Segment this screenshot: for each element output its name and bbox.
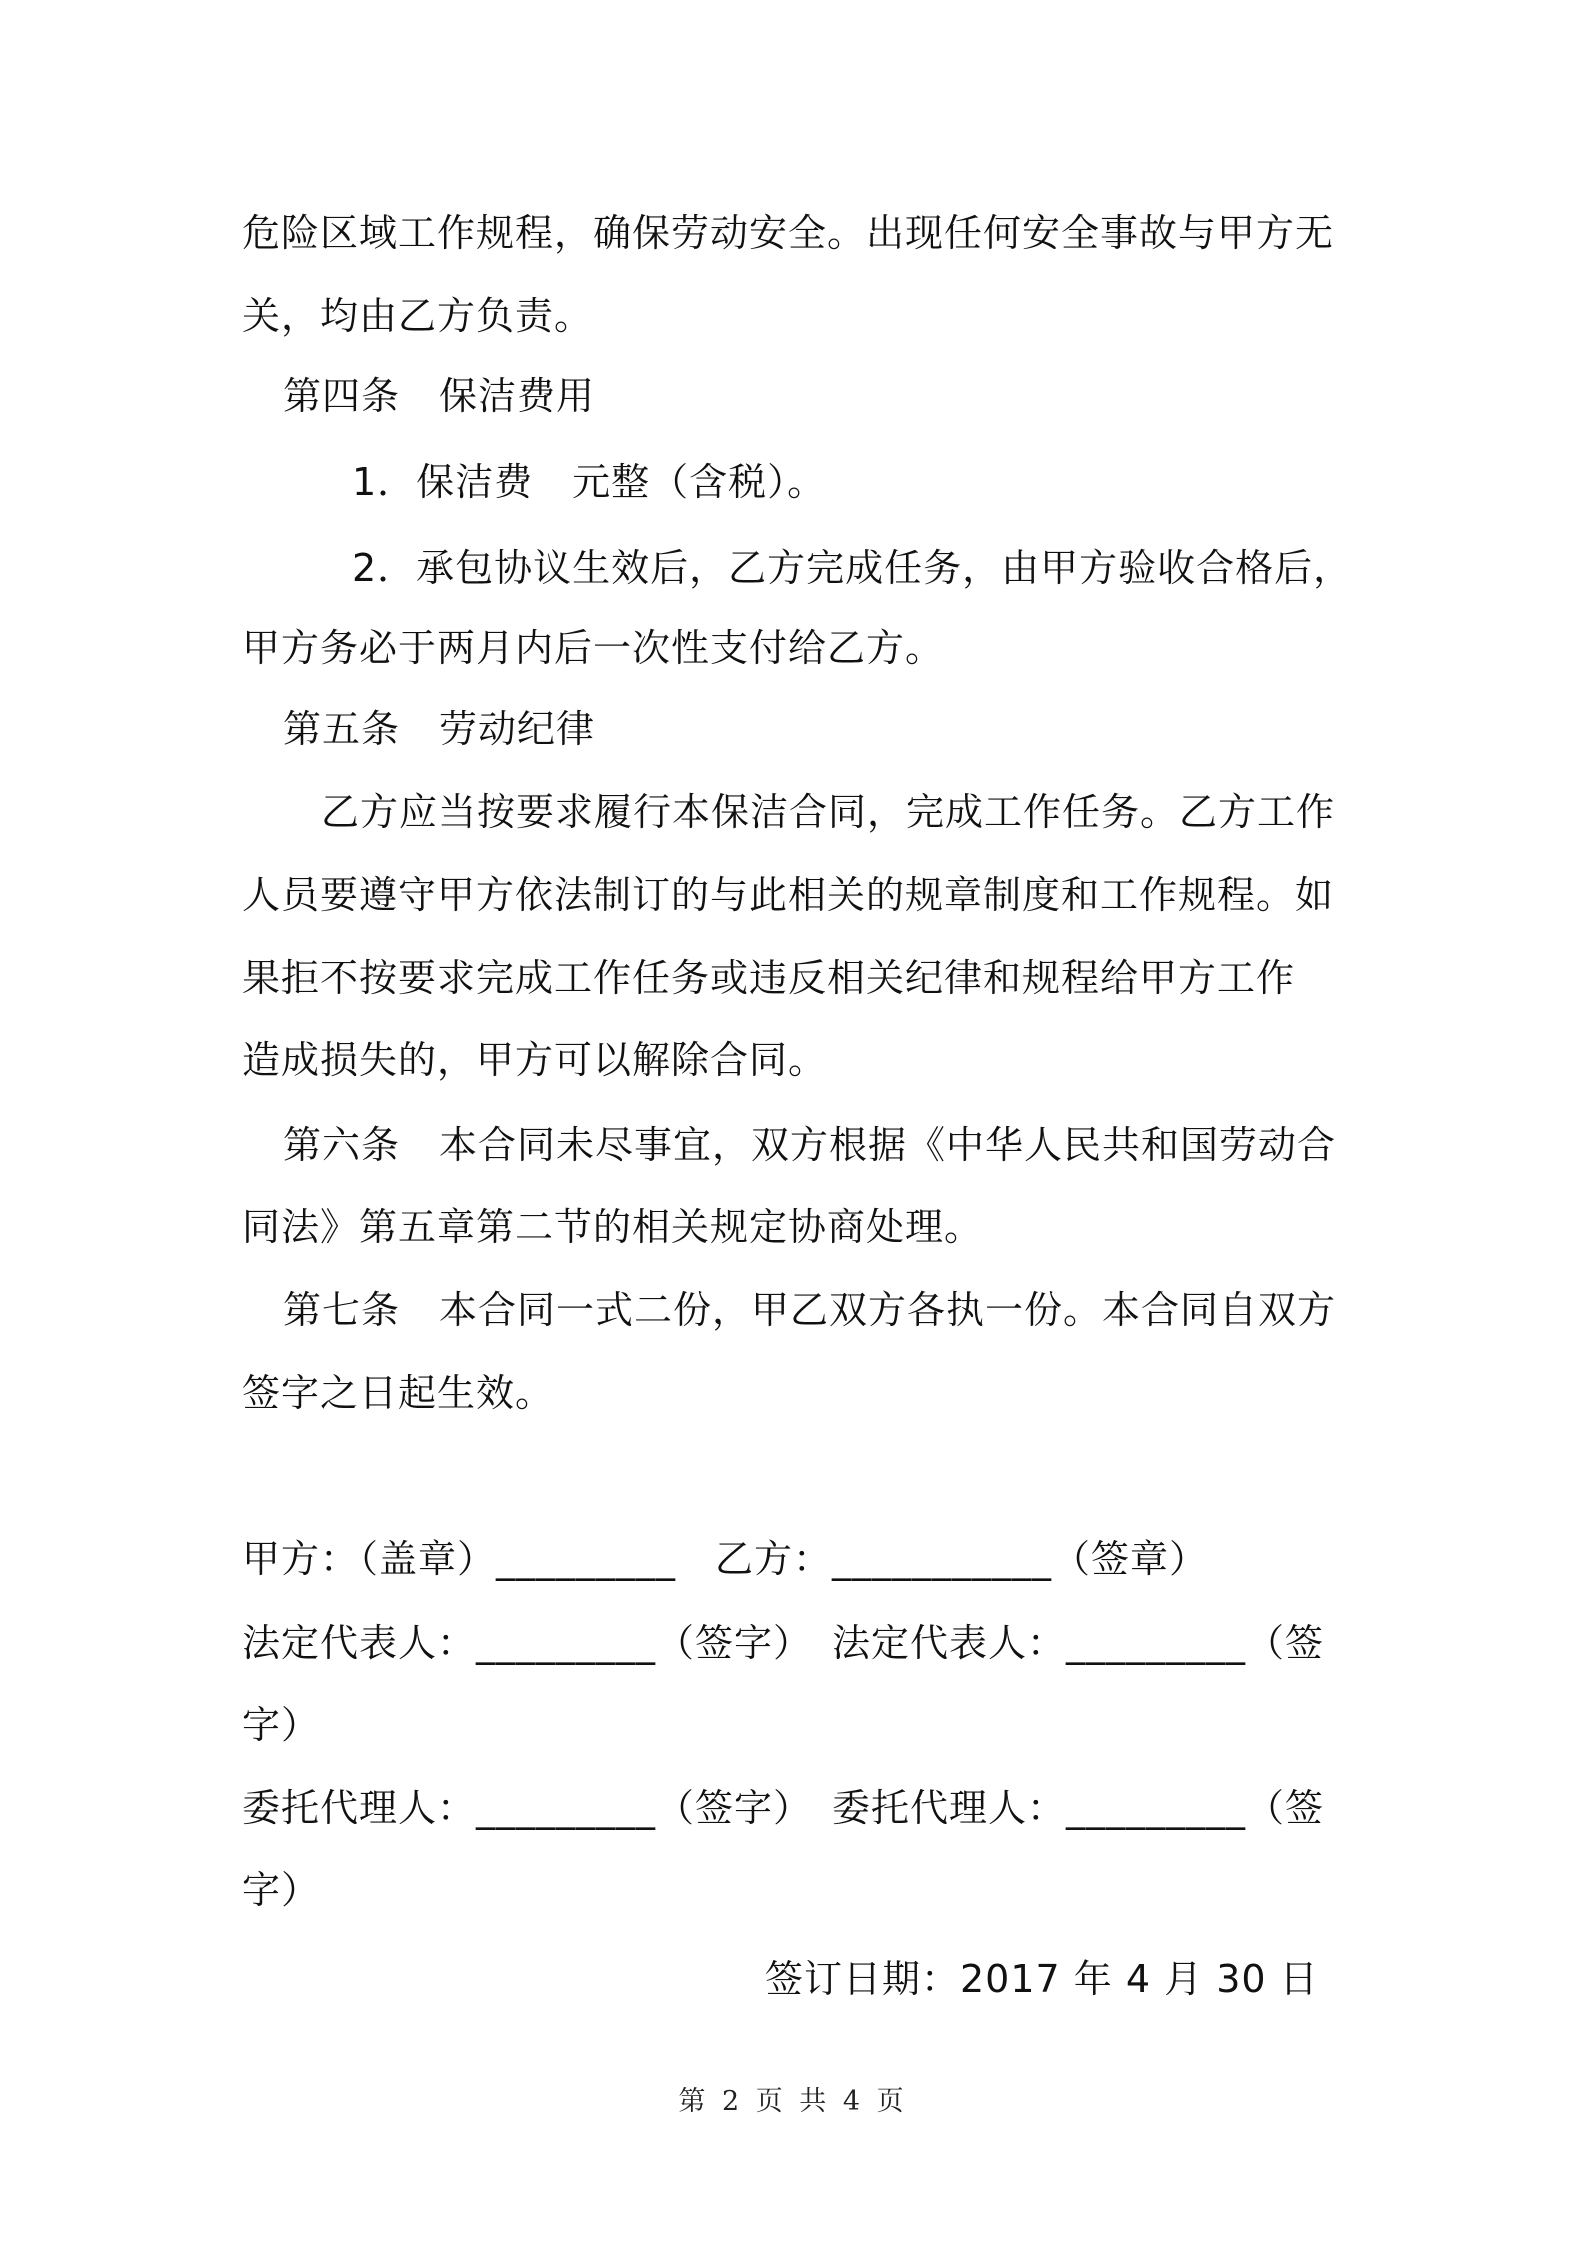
signing-date: 签订日期：2017 年 4 月 30 日 [765, 1957, 1319, 2001]
text-line-1: 危险区域工作规程，确保劳动安全。出现任何安全事故与甲方无 [242, 211, 1335, 255]
article-4-item-1: 1．保洁费 元整（含税）。 [352, 460, 827, 504]
page-number-footer: 第 2 页 共 4 页 [678, 2086, 908, 2117]
article-5-para-line-2: 人员要遵守甲方依法制订的与此相关的规章制度和工作规程。如 [242, 873, 1335, 917]
article-5-para-line-3: 果拒不按要求完成工作任务或违反相关纪律和规程给甲方工作 [242, 956, 1296, 1000]
authorized-agent-line-cont: 字） [242, 1868, 321, 1912]
article-5-para-line-4: 造成损失的，甲方可以解除合同。 [242, 1038, 828, 1082]
legal-representative-line-cont: 字） [242, 1703, 321, 1747]
signature-party-line: 甲方：（盖章）_________ 乙方：___________（签章） [242, 1537, 1209, 1581]
article-7-line-2: 签字之日起生效。 [242, 1371, 555, 1415]
authorized-agent-line: 委托代理人：_________（签字） 委托代理人：_________（签 [242, 1786, 1325, 1830]
article-4-item-2: 2．承包协议生效后，乙方完成任务，由甲方验收合格后， [352, 546, 1353, 590]
article-5-heading: 第五条 劳动纪律 [283, 707, 596, 751]
article-4-heading: 第四条 保洁费用 [283, 374, 596, 418]
text-line-2: 关，均由乙方负责。 [242, 294, 594, 338]
article-7-line-1: 第七条 本合同一式二份，甲乙双方各执一份。本合同自双方 [283, 1288, 1337, 1332]
article-6-line-2: 同法》第五章第二节的相关规定协商处理。 [242, 1205, 984, 1249]
article-4-item-2-cont: 甲方务必于两月内后一次性支付给乙方。 [242, 626, 945, 670]
legal-representative-line: 法定代表人：_________（签字） 法定代表人：_________（签 [242, 1621, 1325, 1665]
article-5-para-line-1: 乙方应当按要求履行本保洁合同，完成工作任务。乙方工作 [321, 790, 1336, 834]
article-6-line-1: 第六条 本合同未尽事宜，双方根据《中华人民共和国劳动合 [283, 1123, 1337, 1167]
